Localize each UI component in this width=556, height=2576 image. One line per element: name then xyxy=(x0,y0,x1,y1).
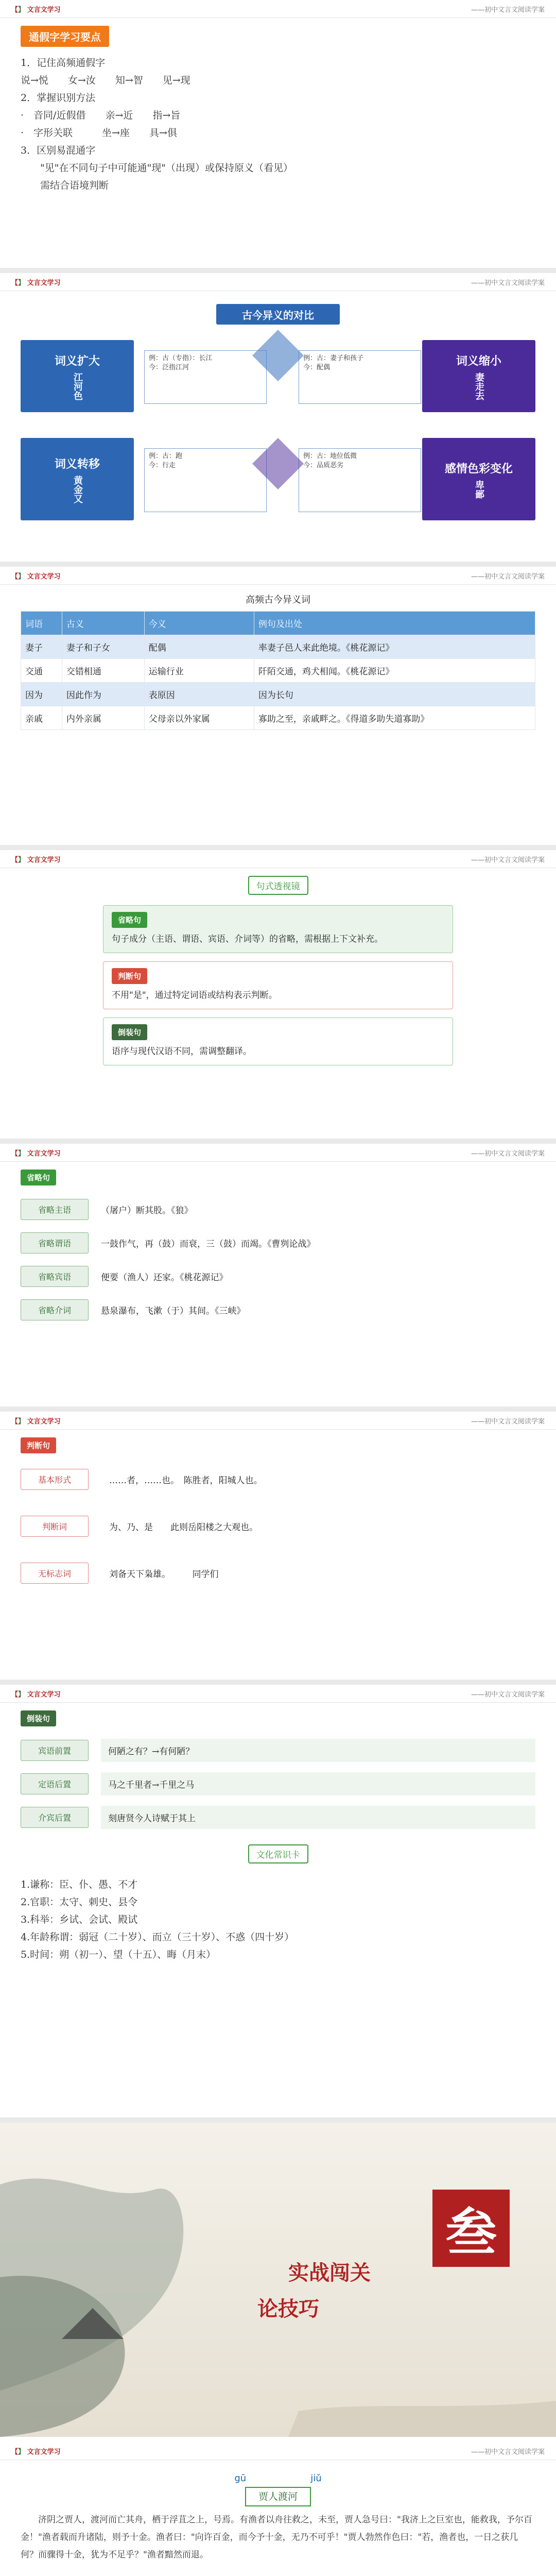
table-header: 今义 xyxy=(144,612,254,635)
list-item: 省略宾语 便要（渔人）还家。《桃花源记》 xyxy=(21,1266,535,1287)
table-title: 高频古今异义词 xyxy=(246,595,310,605)
page-6 xyxy=(0,1412,556,1680)
page-3 xyxy=(0,567,556,845)
concept-card: 省略句 句子成分（主语、谓语、宾语、介词等）的省略，需根据上下文补充。 xyxy=(103,905,453,953)
table-row: 因为 因此作为 表原因 因为长句 xyxy=(21,683,535,706)
section-subtitle: 实战闯关 xyxy=(288,2261,371,2285)
section-label: 省略句 xyxy=(21,1170,56,1185)
example-box: 例：古：妻子和孩子 今：配偶 xyxy=(299,350,421,404)
page-header: 【】 文言文学习 ——初中文言文阅读学案 xyxy=(0,273,556,291)
section-label: 倒装句 xyxy=(21,1710,56,1726)
text-line: 3．区别易混通字 xyxy=(21,145,96,156)
pinyin-note: jiǔ xyxy=(310,2473,322,2484)
list-item: 基本形式 ……者，……也。 陈胜者，阳城人也。 xyxy=(21,1469,535,1490)
table-row: 妻子 妻子和子女 配偶 率妻子邑人来此绝境。《桃花源记》 xyxy=(21,635,535,659)
list-item: 定语后置 马之千里者→千里之马 xyxy=(21,1772,535,1795)
text-line: 3.科举：乡试、会试、殿试 xyxy=(21,1914,138,1925)
text-line: 1.谦称：臣、仆、愚、不才 xyxy=(21,1879,138,1890)
center-title: 古今异义的对比 xyxy=(216,304,340,325)
concept-box: 词义扩大 江河色 xyxy=(21,340,134,412)
text-line: · 字形关联 坐→座 具→俱 xyxy=(21,127,177,139)
passage-title: 贾人渡河 xyxy=(245,2487,311,2506)
concept-card: 倒装句 语序与现代汉语不同，需调整翻译。 xyxy=(103,1018,453,1065)
section-subtitle: 论技巧 xyxy=(257,2297,319,2321)
list-item: 判断词 为、乃、是 此则岳阳楼之大观也。 xyxy=(21,1516,535,1537)
page-header: 【】 文言文学习 ——初中文言文阅读学案 xyxy=(0,567,556,585)
page-1 xyxy=(0,0,556,268)
page-header: 【】 文言文学习 ——初中文言文阅读学案 xyxy=(0,0,556,18)
concept-card: 判断句 不用"是"，通过特定词语或结构表示判断。 xyxy=(103,961,453,1009)
passage-text: 济阴之贾人，渡河而亡其舟，栖于浮苴之上，号焉。有渔者以舟往救之，未至，贾人急号曰："我济上之巨室也，能救我，予尔百金！"渔者载而升诸陆，则予十金。渔者曰："向许百金，而今予十金，无乃不可乎！"贾人勃然作色曰："若，渔者也，一日之获几何？而骤得十金，犹为不足乎？"渔者黯然而退。 xyxy=(21,2515,532,2560)
section-title: 句式透视镜 xyxy=(248,876,308,895)
section-number-badge: 叁 xyxy=(432,2190,510,2267)
page-5 xyxy=(0,1144,556,1406)
glossary-table xyxy=(21,611,535,730)
table-row: 交通 交错相通 运输行业 阡陌交通，鸡犬相闻。《桃花源记》 xyxy=(21,659,535,683)
example-box: 例：古（专指）：长江 今：泛指江河 xyxy=(144,350,267,404)
page-7 xyxy=(0,1685,556,2117)
table-header: 例句及出处 xyxy=(254,612,535,635)
text-line: 5.时间：朔（初一）、望（十五）、晦（月末） xyxy=(21,1949,216,1960)
page-4 xyxy=(0,850,556,1139)
list-item: 省略主语 （屠户）断其股。《狼》 xyxy=(21,1199,535,1220)
list-item: 宾语前置 何陋之有？→有何陋？ xyxy=(21,1739,535,1762)
concept-box: 感情色彩变化 卑鄙 xyxy=(422,438,535,520)
text-line: 2.官职：太守、刺史、县令 xyxy=(21,1896,138,1908)
list-item: 省略谓语 一鼓作气，再（鼓）而衰，三（鼓）而竭。《曹刿论战》 xyxy=(21,1232,535,1253)
text-line: 需结合语境判断 xyxy=(21,180,109,191)
example-box: 例：古：跑 今：行走 xyxy=(144,448,267,512)
page-header: 【】 文言文学习 ——初中文言文阅读学案 xyxy=(0,2442,556,2460)
page-header: 【】 文言文学习 ——初中文言文阅读学案 xyxy=(0,1412,556,1430)
section-label: 判断句 xyxy=(21,1437,56,1453)
text-line: 2．掌握识别方法 xyxy=(21,92,96,104)
ink-painting xyxy=(0,2123,556,2437)
list-item: 介宾后置 刻唐贤今人诗赋于其上 xyxy=(21,1806,535,1829)
text-line: 4.年龄称谓：弱冠（二十岁）、而立（三十岁）、不惑（四十岁） xyxy=(21,1931,294,1943)
concept-box: 词义缩小 妻走去 xyxy=(422,340,535,412)
list-item: 无标志词 刘备天下枭雄。 同学们 xyxy=(21,1563,535,1584)
text-line: 说→悦 女→汝 知→智 见→现 xyxy=(21,75,190,86)
page-header: 【】 文言文学习 ——初中文言文阅读学案 xyxy=(0,1685,556,1703)
text-line: · 音同/近假借 亲→近 指→旨 xyxy=(21,110,181,121)
concept-box: 词义转移 黄金又 xyxy=(21,438,134,520)
text-line: 1．记住高频通假字 xyxy=(21,57,106,69)
page-header: 【】 文言文学习 ——初中文言文阅读学案 xyxy=(0,1144,556,1162)
text-line: "见"在不同句子中可能通"现"（出现）或保持原义（看见） xyxy=(21,162,293,174)
page-header: 【】 文言文学习 ——初中文言文阅读学案 xyxy=(0,850,556,868)
connector-graphic xyxy=(247,325,309,551)
page-8 xyxy=(0,2123,556,2576)
table-header: 词语 xyxy=(21,612,62,635)
list-item: 省略介词 悬泉瀑布，飞漱（于）其间。《三峡》 xyxy=(21,1299,535,1320)
pinyin-note: gū xyxy=(234,2473,247,2484)
table-row: 亲戚 内外亲属 父母亲以外家属 寡助之至，亲戚畔之。《得道多助失道寡助》 xyxy=(21,706,535,730)
table-header: 古义 xyxy=(62,612,144,635)
card-title: 文化常识卡 xyxy=(248,1844,308,1863)
example-box: 例：古：地位低微 今：品质恶劣 xyxy=(299,448,421,512)
section-title: 通假字学习要点 xyxy=(21,26,109,47)
page-2 xyxy=(0,273,556,562)
